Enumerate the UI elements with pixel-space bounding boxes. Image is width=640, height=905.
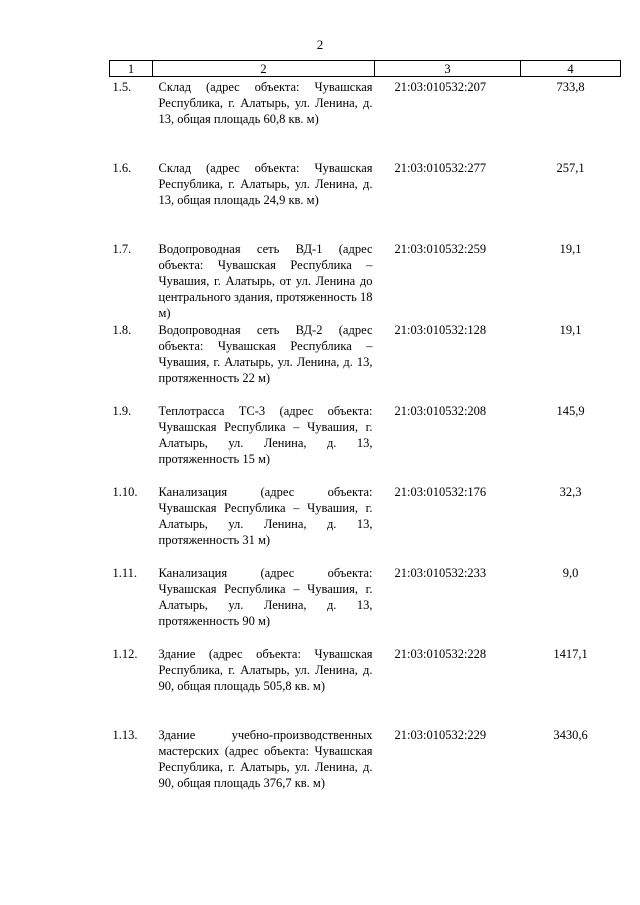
row-number: 1.10. [112,485,138,499]
row-number: 1.8. [112,323,132,337]
row-description: Канализация (адрес объекта: Чувашская Республика – Чувашия, г. Алатырь, ул. Ленина, д. 13, протяженность 90 м) [158,566,373,628]
table-row [110,160,621,241]
row-value: 19,1 [559,242,582,256]
table-row [110,727,621,808]
table-header-row [110,61,621,77]
row-cadastral-number: 21:03:010532:208 [394,404,487,418]
row-number: 1.11. [112,566,138,580]
row-description: Здание учебно-производственных мастерских (адрес объекта: Чувашская Республика, г. Алатырь, ул. Ленина, д. 90, общая площадь 376,7 кв. м) [158,728,373,790]
row-value: 3430,6 [553,728,588,742]
row-value: 1417,1 [553,647,588,661]
column-header-3: 3 [375,61,521,77]
table-row [110,646,621,727]
table-row [110,484,621,565]
row-description: Теплотрасса ТС-3 (адрес объекта: Чувашская Республика – Чувашия, г. Алатырь, ул. Ленина, д. 13, протяженность 15 м) [158,404,373,466]
row-value: 733,8 [556,80,585,94]
row-description: Склад (адрес объекта: Чувашская Республика, г. Алатырь, ул. Ленина, д. 13, общая площадь 60,8 кв. м) [158,80,373,126]
table-row [110,241,621,322]
row-description: Водопроводная сеть ВД-2 (адрес объекта: Чувашская Республика – Чувашия, г. Алатырь, ул. Ленина, д. 13, протяженность 22 м) [158,323,373,385]
column-header-4: 4 [521,61,621,77]
row-description: Канализация (адрес объекта: Чувашская Республика – Чувашия, г. Алатырь, ул. Ленина, д. 13, протяженность 31 м) [158,485,373,547]
table-row [110,565,621,646]
row-cadastral-number: 21:03:010532:259 [394,242,487,256]
row-value: 145,9 [556,404,585,418]
property-table [109,60,621,808]
row-value: 32,3 [559,485,582,499]
row-number: 1.7. [112,242,132,256]
row-number: 1.5. [112,80,132,94]
table-row [110,403,621,484]
row-cadastral-number: 21:03:010532:176 [394,485,487,499]
column-header-2: 2 [153,61,375,77]
row-description: Здание (адрес объекта: Чувашская Республика, г. Алатырь, ул. Ленина, д. 90, общая площадь 505,8 кв. м) [158,647,373,693]
table-row [110,77,621,161]
row-number: 1.9. [112,404,132,418]
page-number: 2 [316,37,324,52]
row-cadastral-number: 21:03:010532:128 [394,323,487,337]
row-number: 1.12. [112,647,138,661]
row-cadastral-number: 21:03:010532:229 [394,728,487,742]
row-value: 257,1 [556,161,585,175]
row-value: 19,1 [559,323,582,337]
row-cadastral-number: 21:03:010532:207 [394,80,487,94]
row-cadastral-number: 21:03:010532:233 [394,566,487,580]
table-row [110,322,621,403]
row-description: Склад (адрес объекта: Чувашская Республика, г. Алатырь, ул. Ленина, д. 13, общая площадь 24,9 кв. м) [158,161,373,207]
row-cadastral-number: 21:03:010532:277 [394,161,487,175]
row-description: Водопроводная сеть ВД-1 (адрес объекта: Чувашская Республика – Чувашия, г. Алатырь, от ул. Ленина до центрального здания, протяженность 18 м) [158,242,373,320]
row-cadastral-number: 21:03:010532:228 [394,647,487,661]
row-value: 9,0 [562,566,579,580]
row-number: 1.6. [112,161,132,175]
column-header-1: 1 [110,61,153,77]
row-number: 1.13. [112,728,138,742]
